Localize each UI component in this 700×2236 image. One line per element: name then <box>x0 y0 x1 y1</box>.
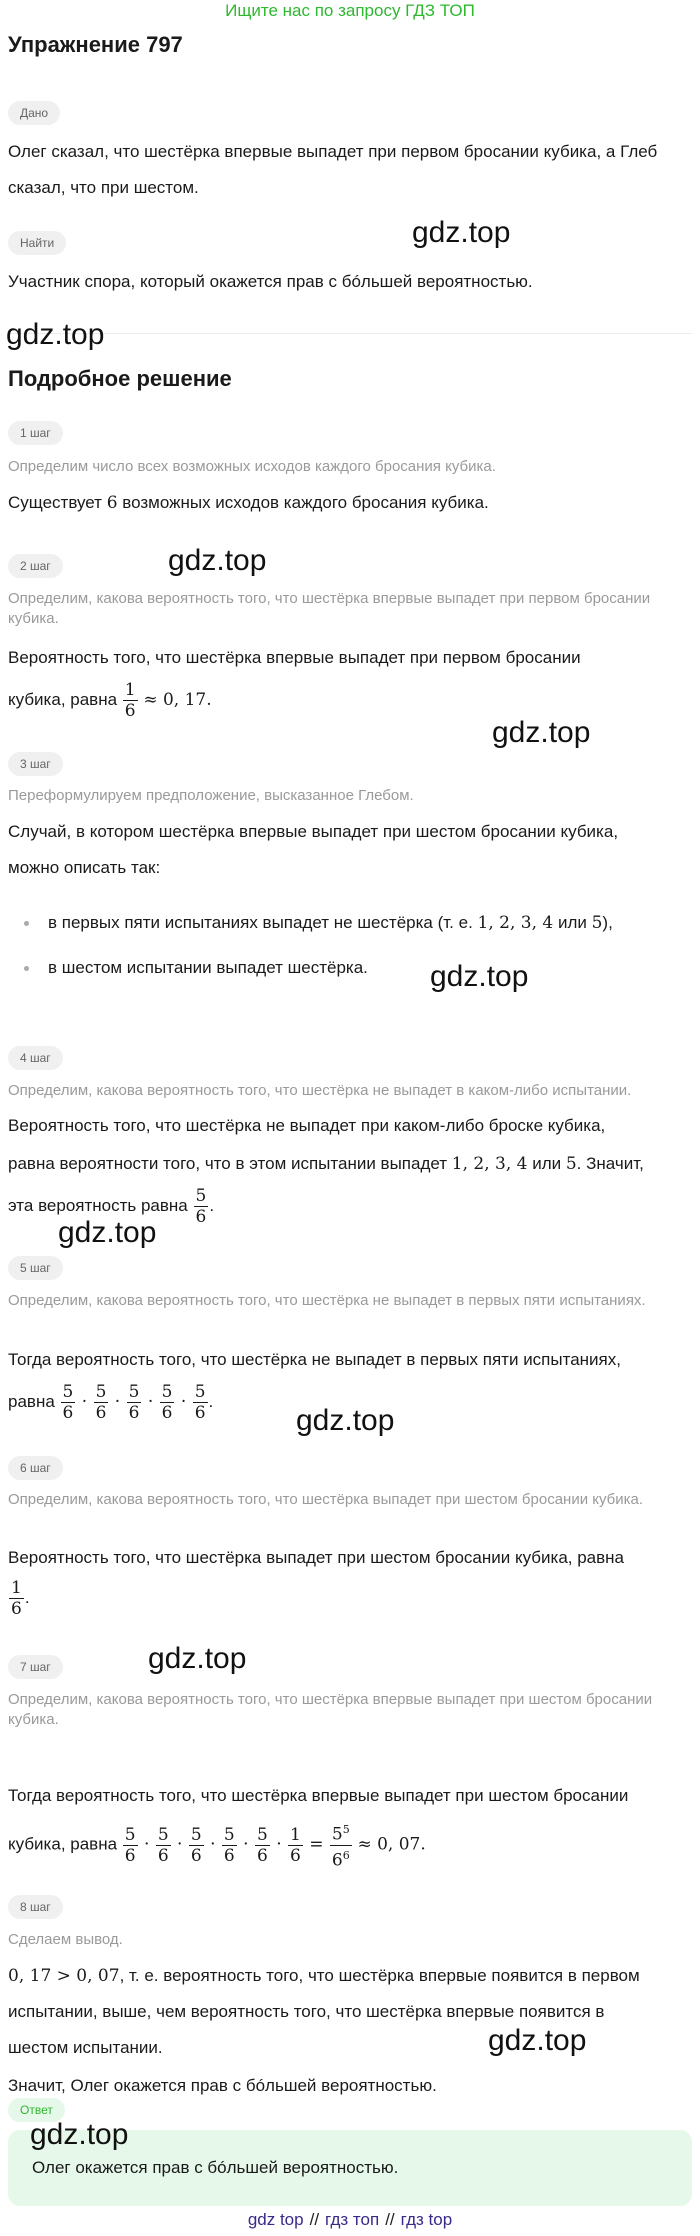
step-6-text-line2: $\frac{1}{6}$ . <box>11 1578 30 1619</box>
step-1-text: Существует 6 возможных исходов каждого бросания кубика. <box>8 493 489 513</box>
step-2-tag: 2 шаг <box>8 554 63 578</box>
step-2-hint: Определим, какова вероятность того, что шестёрка впервые выпадет при первом бросании кубика. <box>8 590 651 627</box>
watermark: gdz.top <box>488 2024 587 2057</box>
step-8-text-line1: 0, 17 > 0, 07, т. е. вероятность того, что шестёрка впервые появится в первом <box>8 1966 640 1986</box>
step-5-text-line1: Тогда вероятность того, что шестёрка не выпадет в первых пяти испытаниях, <box>8 1350 621 1369</box>
list-item: в первых пяти испытаниях выпадет не шестёрка (т. е. 1, 2, 3, 4 или 5), <box>24 905 684 941</box>
given-text: Олег сказал, что шестёрка впервые выпадет при первом бросании кубика, а Глеб сказал, что при шестом. <box>8 142 658 197</box>
step-3-text-line2: можно описать так: <box>8 858 161 877</box>
step-4-tag: 4 шаг <box>8 1046 63 1070</box>
fraction: $\frac{1}{6}$ <box>124 680 136 721</box>
step-1-hint: Определим число всех возможных исходов каждого бросания кубика. <box>8 458 496 475</box>
step-8-text-line4: Значит, Олег окажется прав с бóльшей вероятностью. <box>8 2076 437 2095</box>
answer-tag: Ответ <box>8 2098 65 2122</box>
step-4-hint: Определим, какова вероятность того, что шестёрка не выпадет в каком-либо испытании. <box>8 1082 632 1099</box>
step-8-text-line2: испытании, выше, чем вероятность того, что шестёрка впервые появится в <box>8 2002 605 2021</box>
footer-link[interactable]: гдз топ <box>325 2210 380 2229</box>
step-7-text-line1: Тогда вероятность того, что шестёрка впервые выпадет при шестом бросании <box>8 1786 629 1805</box>
step-4-text-line2: равна вероятности того, что в этом испытании выпадет 1, 2, 3, 4 или 5. Значит, <box>8 1154 644 1174</box>
footer-links: gdz top // гдз топ // гдз top <box>247 2210 453 2229</box>
step-8-tag: 8 шаг <box>8 1895 63 1919</box>
watermark: gdz.top <box>6 318 105 351</box>
step-2-text-line1: Вероятность того, что шестёрка впервые выпадет при первом бросании <box>8 648 581 667</box>
footer-link[interactable]: гдз top <box>400 2210 453 2229</box>
step-4-text-line3: эта вероятность равна $\frac{5}{6}$ . <box>8 1186 215 1227</box>
step-6-hint: Определим, какова вероятность того, что шестёрка выпадет при шестом бросании кубика. <box>8 1491 644 1508</box>
search-banner[interactable]: Ищите нас по запросу ГДЗ ТОП <box>225 1 475 20</box>
step-5-tag: 5 шаг <box>8 1256 63 1280</box>
fraction: $\frac{5}{6}$ <box>195 1186 207 1227</box>
step-6-text-line1: Вероятность того, что шестёрка выпадет при шестом бросании кубика, равна <box>8 1548 625 1567</box>
divider <box>8 333 692 334</box>
watermark: gdz.top <box>412 216 511 249</box>
given-tag: Дано <box>8 101 60 125</box>
step-6-tag: 6 шаг <box>8 1456 63 1480</box>
step-2-text-line2: кубика, равна $\frac{1}{6}$ ≈ 0, 17. <box>8 680 212 721</box>
step-5-text-line2: равна $\frac{5}{6}$ · $\frac{5}{6}$ · $\frac{5}{6}$ · $\frac{5}{6}$ · $\frac{5}{6}$ . <box>8 1382 214 1423</box>
step-5-hint: Определим, какова вероятность того, что шестёрка не выпадет в первых пяти испытаниях. <box>8 1292 646 1309</box>
watermark: gdz.top <box>58 1216 157 1249</box>
step-3-tag: 3 шаг <box>8 752 63 776</box>
list-item: в шестом испытании выпадет шестёрка. <box>24 950 684 986</box>
watermark: gdz.top <box>296 1404 395 1437</box>
step-7-tag: 7 шаг <box>8 1655 63 1679</box>
footer-link[interactable]: gdz top <box>247 2210 304 2229</box>
step-7-hint: Определим, какова вероятность того, что шестёрка впервые выпадет при шестом бросании кубика. <box>8 1691 653 1728</box>
watermark: gdz.top <box>430 960 529 993</box>
step-3-text-line1: Случай, в котором шестёрка впервые выпадет при шестом бросании кубика, <box>8 822 619 841</box>
watermark: gdz.top <box>148 1642 247 1675</box>
watermark: gdz.top <box>30 2118 129 2151</box>
step-8-text-line3: шестом испытании. <box>8 2038 163 2057</box>
step-7-text-line2: кубика, равна $\frac{5}{6}$ · $\frac{5}{6}$ · $\frac{5}{6}$ · $\frac{5}{6}$ · $\frac{5}{6}$ · $\frac{1}{6}$ = $\frac{5^5}{6^6}$ ≈ 0, 07. <box>8 1820 688 1870</box>
step-4-text-line1: Вероятность того, что шестёрка не выпадет при каком-либо броске кубика, <box>8 1116 606 1135</box>
find-tag: Найти <box>8 231 66 255</box>
solution-title: Подробное решение <box>8 366 232 391</box>
step-3-hint: Переформулируем предположение, высказанное Глебом. <box>8 787 414 804</box>
answer-text: Олег окажется прав с бóльшей вероятностью. <box>32 2158 399 2177</box>
find-text: Участник спора, который окажется прав с бóльшей вероятностью. <box>8 272 533 291</box>
step-1-tag: 1 шаг <box>8 421 63 445</box>
exercise-title: Упражнение 797 <box>8 32 183 57</box>
watermark: gdz.top <box>492 716 591 749</box>
step-8-hint: Сделаем вывод. <box>8 1931 123 1948</box>
watermark: gdz.top <box>168 544 267 577</box>
